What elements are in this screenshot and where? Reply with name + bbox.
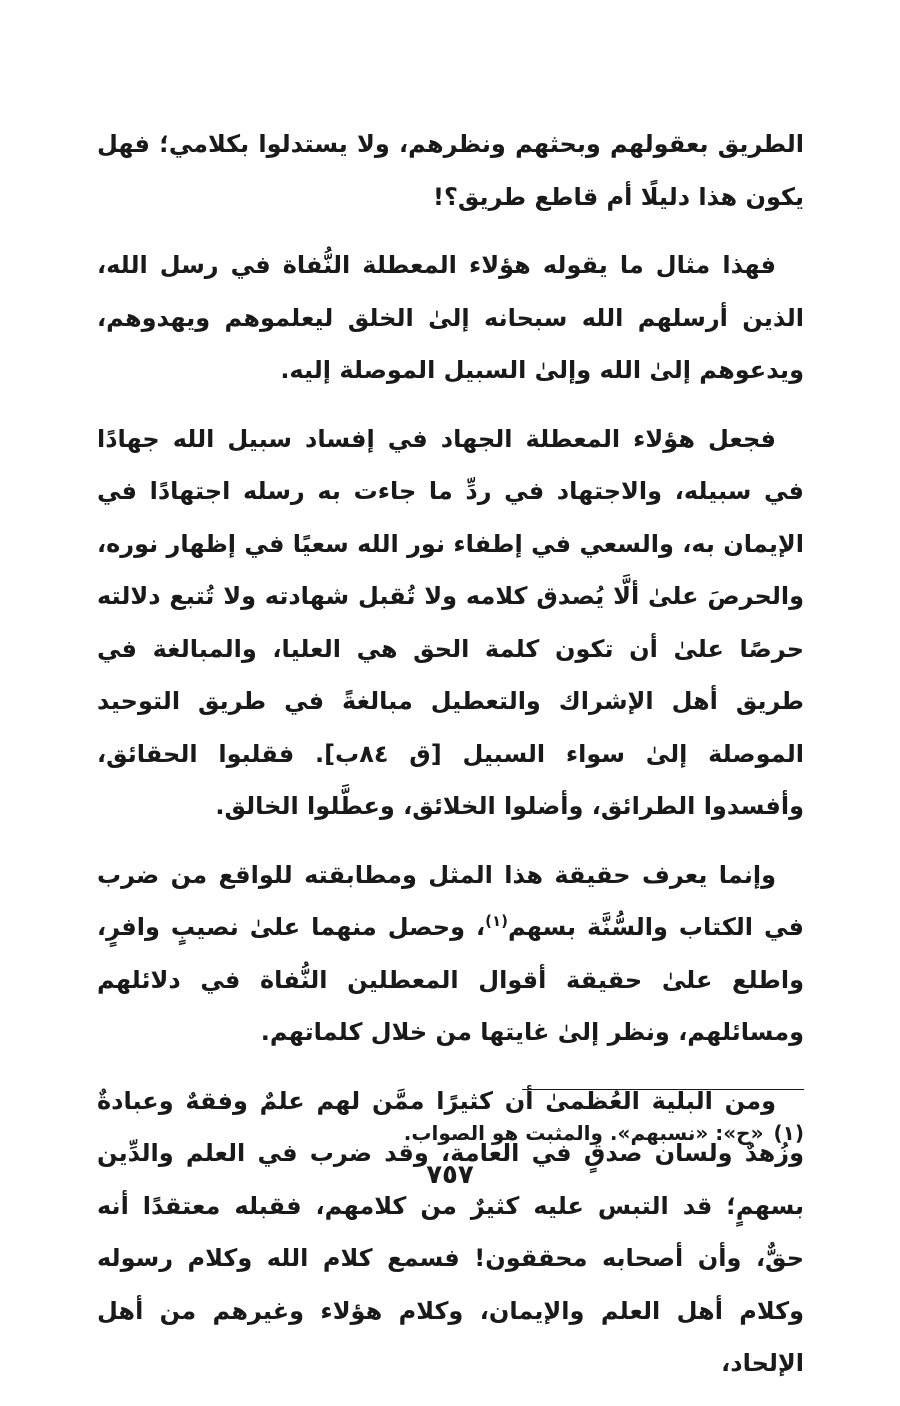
footnote — [404, 1118, 804, 1148]
paragraph-3: فجعل هؤلاء المعطلة الجهاد في إفساد سبيل الله جهادًا في سبيله، والاجتهاد في ردِّ ما جاءت به رسله اجتهادًا في الإيمان به، والسعي في إطفاء نور الله سعيًا في إظهار نوره، والحرصَ علىٰ ألَّا يُصدق كلامه ولا تُقبل شهادته ولا تُتبع دلالته حرصًا علىٰ أن تكون كلمة الحق هي العليا، والمبالغة في طريق أهل الإشراك والتعطيل مبالغةً في طريق التوحيد الموصلة إلىٰ سواء السبيل [ق ٨٤ب]. فقلبوا الحقائق، وأفسدوا الطرائق، وأضلوا الخلائق، وعطَّلوا الخالق. — [97, 424, 804, 820]
paragraph-4 — [97, 849, 804, 1059]
paragraph-4-text-before: وإنما يعرف حقيقة هذا المثل ومطابقته للواقع من ضرب في الكتاب والسُّنَّة بسهم — [97, 860, 804, 941]
paragraph-2: فهذا مثال ما يقوله هؤلاء المعطلة النُّفاة في رسل الله، الذين أرسلهم الله سبحانه إلىٰ الخلق ليعلموهم ويهدوهم، ويدعوهم إلىٰ الله وإلىٰ السبيل الموصلة إليه. — [97, 251, 804, 384]
footnote-text: «ح»: «نسبهم». والمثبت هو الصواب. — [403, 1121, 764, 1145]
paragraph-1: الطريق بعقولهم وبحثهم ونظرهم، ولا يستدلوا بكلامي؛ فهل يكون هذا دليلًا أم قاطع طريق؟! — [97, 130, 804, 211]
page-body — [97, 118, 804, 1406]
paragraph-5: ومن البلية العُظمىٰ أن كثيرًا ممَّن لهم علمٌ وفقهٌ وعبادةٌ وزُهدٌ ولسان صدقٍ في العامة، وقد ضرب في العلم والدِّين بسهمٍ؛ قد التبس عليه كثيرٌ من كلامهم، فقبله معتقدًا أنه حقٌّ، وأن أصحابه محققون! فسمع كلام الله وكلام رسوله وكلام أهل العلم والإيمان، وكلام هؤلاء وغيرهم من أهل الإلحاد، — [97, 1086, 804, 1377]
page-number: ٧٥٧ — [426, 1160, 474, 1190]
paragraph-4-text-after: ، وحصل منهما علىٰ نصيبٍ وافرٍ، واطلع علىٰ حقيقة أقوال المعطلين النُّفاة في دلائلهم ومسائلهم، ونظر إلىٰ غايتها من خلال كلماتهم. — [97, 913, 804, 1046]
footnote-divider — [522, 1089, 804, 1090]
footnote-marker[interactable]: (١) — [485, 912, 508, 930]
footnote-number: (١) — [773, 1121, 804, 1145]
